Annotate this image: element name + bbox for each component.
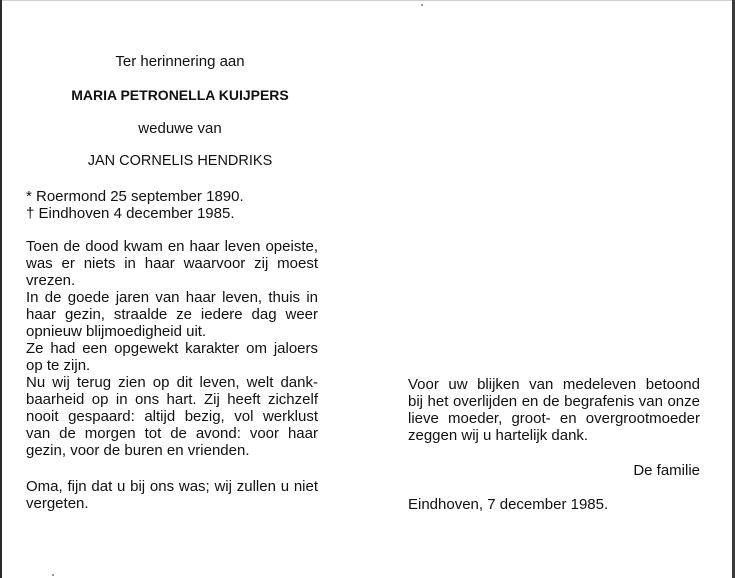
spouse-name: JAN CORNELIS HENDRIKS	[87, 153, 273, 169]
poem-line: Ze had een opgewekt karakter om jaloers	[26, 340, 318, 357]
thanks-line: lieve moeder, groot- en overgrootmoeder	[408, 410, 700, 427]
poem-block	[26, 238, 318, 459]
intro-text: Ter herinnering aan	[115, 53, 245, 70]
speck	[421, 4, 423, 6]
poem-line: nooit gespaard: altijd bezig, vol werklust	[26, 408, 318, 425]
poem-line: opnieuw blijmoedigheid uit.	[26, 323, 207, 340]
poem-line: Toen de dood kwam en haar leven opeiste,	[26, 238, 318, 255]
thanks-line: bij het overlijden en de begrafenis van onze	[408, 393, 700, 410]
poem-line: gezin, voor de buren en vrienden.	[26, 442, 250, 459]
deceased-name: MARIA PETRONELLA KUIJPERS	[71, 87, 289, 103]
poem-line: Nu wij terug zien op dit leven, welt dank-	[26, 374, 318, 391]
closing-line: Oma, fijn dat u bij ons was; wij zullen u niet	[26, 478, 318, 495]
poem-line: vrezen.	[26, 272, 76, 289]
poem-line: van de morgen tot de avond: voor haar	[26, 425, 318, 442]
speck	[52, 574, 54, 576]
signature: De familie	[633, 462, 700, 479]
place-date: Eindhoven, 7 december 1985.	[408, 496, 609, 513]
poem-line: haar gezin, straalde ze iedere dag weer	[26, 306, 318, 323]
thanks-line: zeggen wij u hartelijk dank.	[408, 427, 589, 444]
left-edge	[0, 0, 2, 578]
poem-line: was er niets in haar waarvoor zij moest	[26, 255, 318, 272]
closing-line: vergeten.	[26, 495, 89, 512]
relation-text: weduwe van	[138, 120, 222, 137]
closing-block	[26, 478, 318, 512]
birth-line: * Roermond 25 september 1890.	[26, 188, 244, 205]
poem-line: baarheid op in ons hart. Zij heeft zichzelf	[26, 391, 318, 408]
poem-line: In de goede jaren van haar leven, thuis in	[26, 289, 318, 306]
top-edge	[0, 0, 735, 1]
thanks-block	[408, 376, 700, 444]
poem-line: op te zijn.	[26, 357, 91, 374]
thanks-line: Voor uw blijken van medeleven betoond	[408, 376, 700, 393]
death-line: † Eindhoven 4 december 1985.	[26, 205, 235, 222]
